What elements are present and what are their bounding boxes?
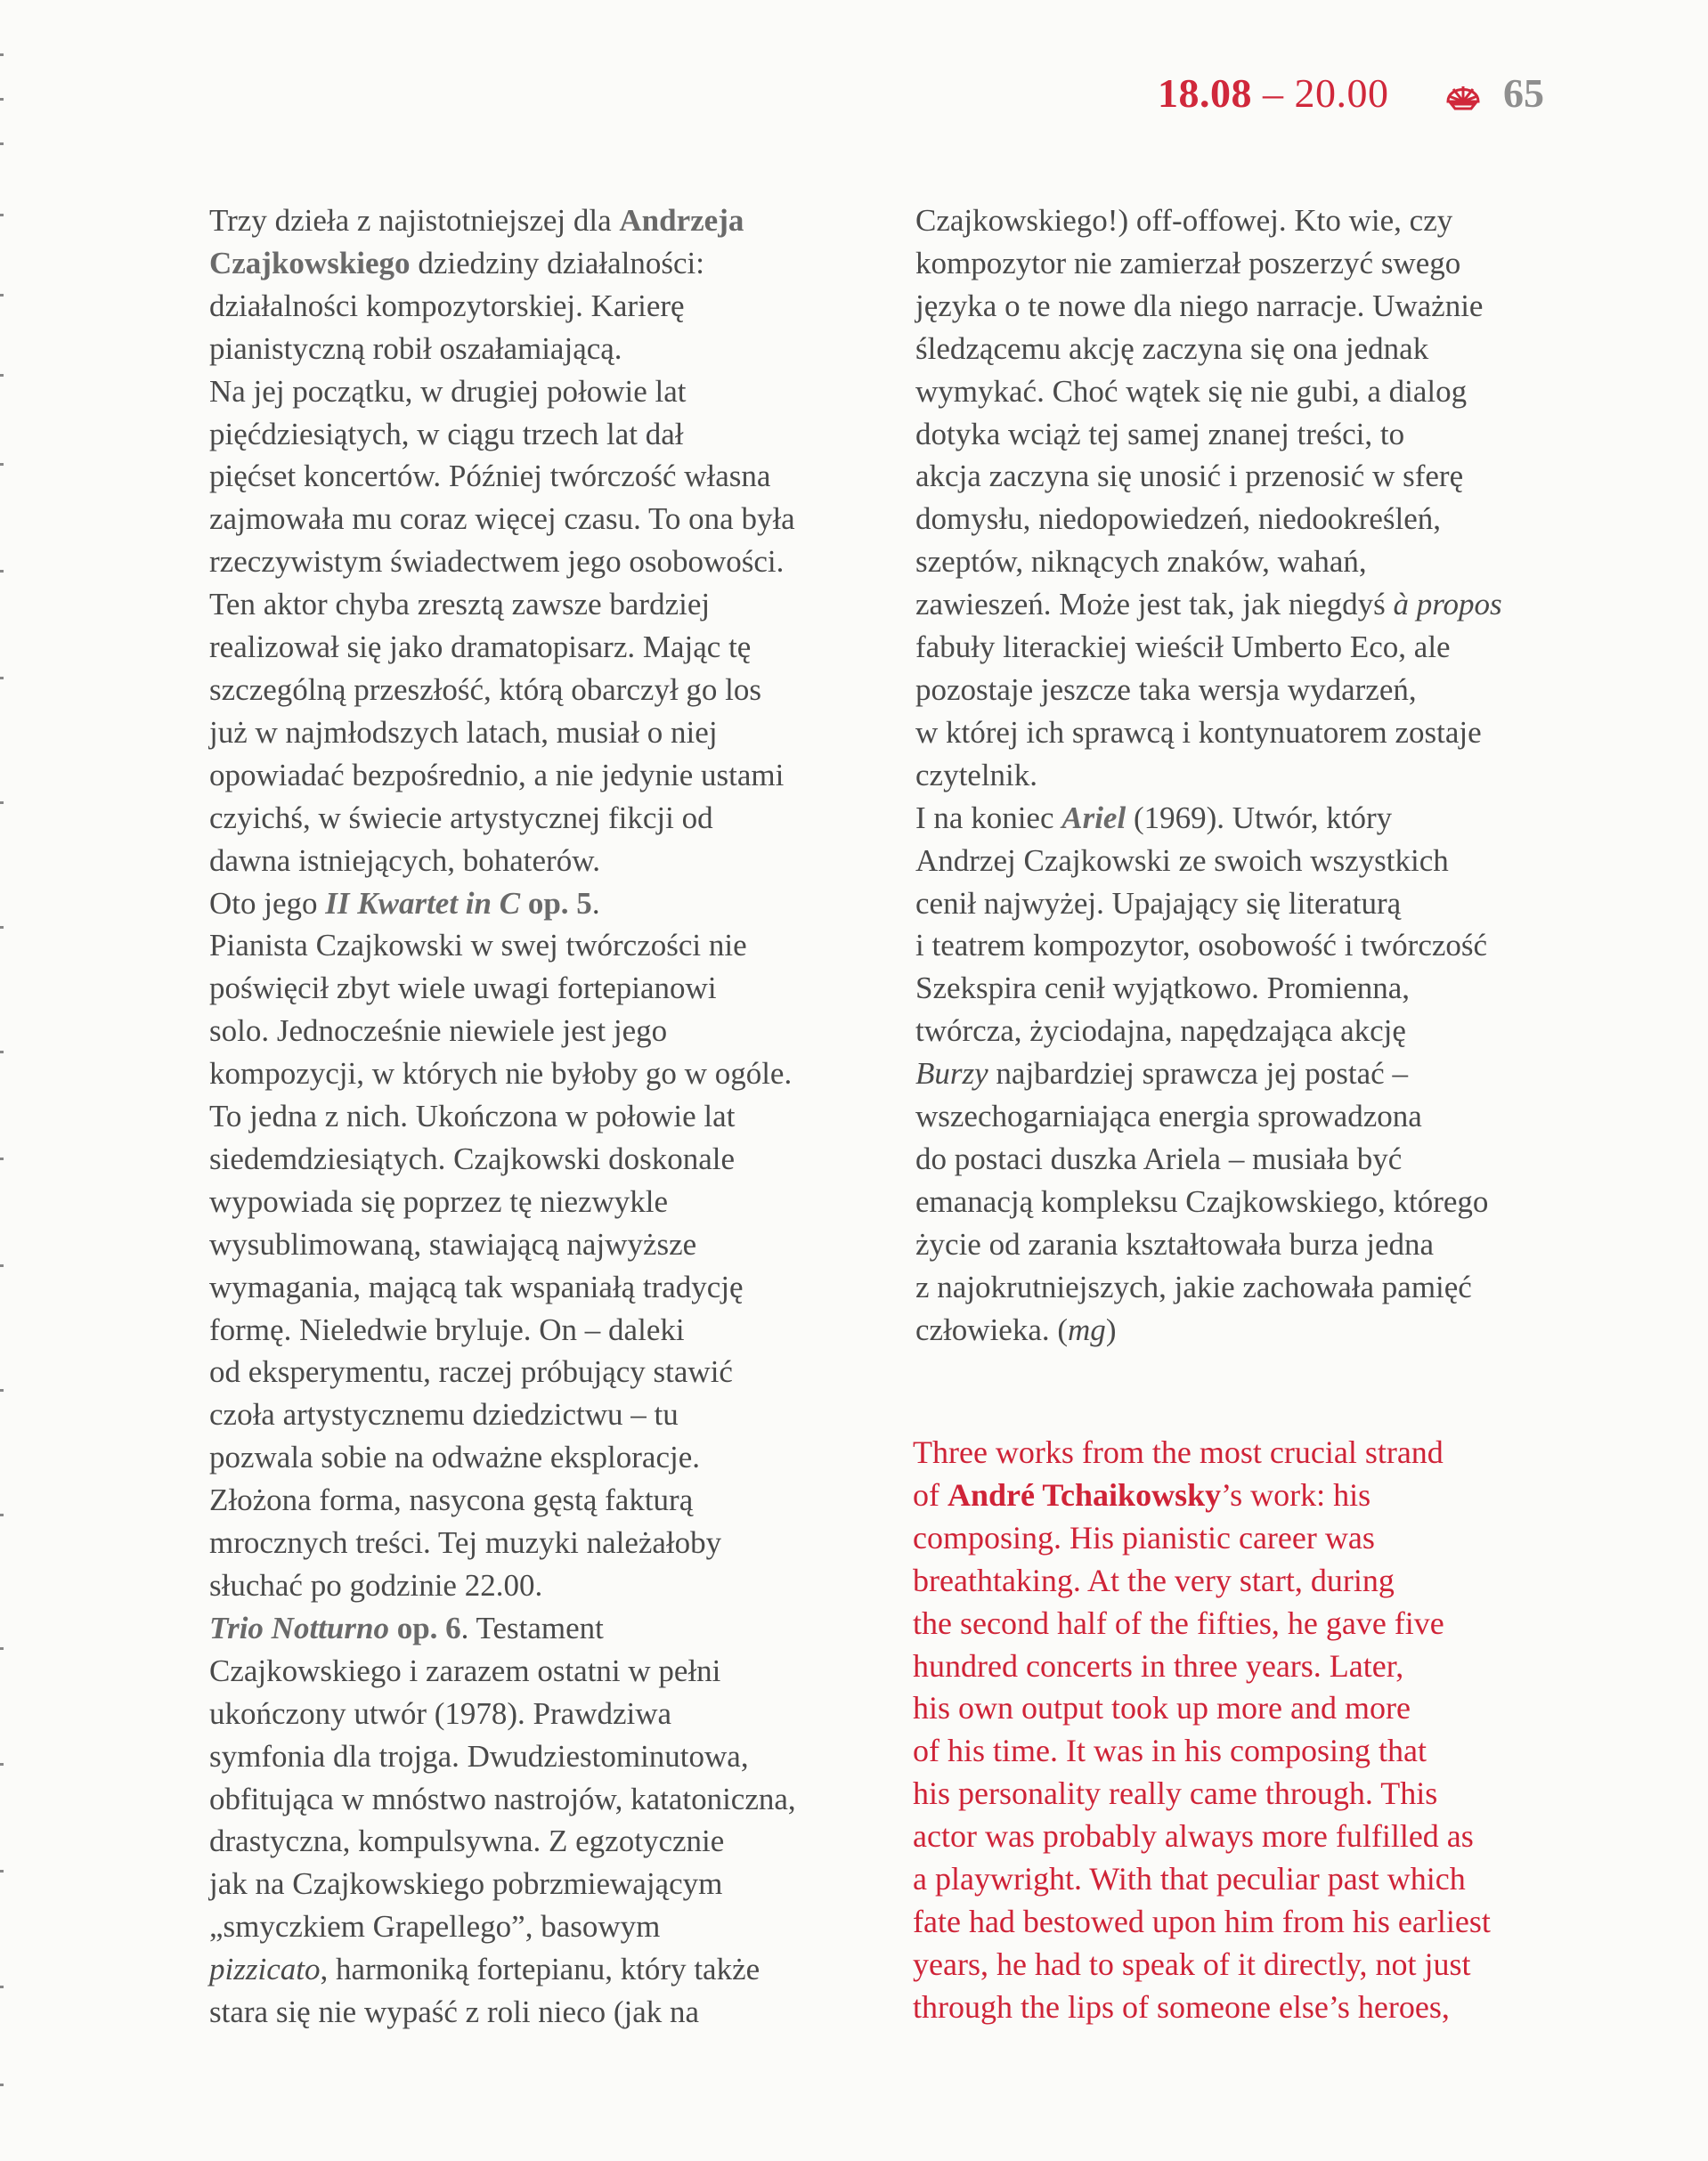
text-line xyxy=(915,711,1592,754)
emphasized-text: pizzicato xyxy=(209,1952,321,1987)
text-line xyxy=(915,1138,1592,1181)
scan-mark xyxy=(0,53,4,56)
text-run: szeptów, niknących znaków, wahań, xyxy=(915,544,1367,580)
text-line xyxy=(209,967,886,1010)
text-line xyxy=(209,1266,886,1309)
text-line xyxy=(209,882,886,925)
text-run: wymagania, mającą tak wspaniałą tradycję xyxy=(209,1269,744,1304)
english-text-line xyxy=(913,1901,1598,1944)
text-run: rzeczywistym świadectwem jego osobowości. xyxy=(209,544,785,580)
text-run: człowieka. ( xyxy=(915,1312,1069,1347)
text-run: formę. Nieledwie bryluje. On – daleki xyxy=(209,1312,685,1347)
text-run: pięćset koncertów. Później twórczość własna xyxy=(209,459,771,494)
scan-mark xyxy=(0,1264,4,1267)
event-date: 18.08 xyxy=(1158,70,1252,116)
text-run: emanacją kompleksu Czajkowskiego, którego xyxy=(915,1183,1489,1219)
text-line xyxy=(915,1309,1592,1352)
text-run: breathtaking. At the very start, during xyxy=(913,1562,1395,1598)
text-line xyxy=(209,1181,886,1223)
english-text-line xyxy=(913,1475,1598,1517)
english-text-line xyxy=(913,1773,1598,1816)
scan-mark xyxy=(0,1870,4,1873)
text-run: of his time. It was in his composing that xyxy=(913,1733,1427,1769)
text-run: czytelnik. xyxy=(915,757,1038,792)
emphasized-text: à propos xyxy=(1393,587,1502,622)
text-line xyxy=(915,583,1592,626)
text-line xyxy=(209,1778,886,1821)
text-line xyxy=(915,1010,1592,1052)
text-run: drastyczna, kompulsywna. Z egzotycznie xyxy=(209,1824,725,1859)
text-line xyxy=(209,1522,886,1564)
english-text-line xyxy=(913,1560,1598,1603)
english-text-line xyxy=(913,1944,1598,1986)
english-text-line xyxy=(913,1517,1598,1560)
text-run: Szekspira cenił wyjątkowo. Promienna, xyxy=(915,971,1411,1006)
text-run: hundred concerts in three years. Later, xyxy=(913,1647,1404,1684)
text-line xyxy=(209,540,886,583)
text-line xyxy=(209,1351,886,1393)
text-line xyxy=(915,1095,1592,1138)
text-run: kompozytor nie zamierzał poszerzyć swego xyxy=(915,245,1461,280)
text-line xyxy=(915,754,1592,797)
text-run: fate had bestowed upon him from his earliest xyxy=(913,1903,1491,1939)
text-line xyxy=(209,498,886,540)
text-line xyxy=(915,1266,1592,1309)
text-run: wymykać. Choć wątek się nie gubi, a dialog xyxy=(915,373,1468,409)
event-time: 20.00 xyxy=(1294,70,1389,116)
shell-ornament-icon xyxy=(1444,75,1482,110)
emphasized-text: André Tchaikowsky xyxy=(948,1476,1222,1513)
text-run: w której ich sprawcą i kontynuatorem zostaje xyxy=(915,714,1482,750)
text-line xyxy=(209,1138,886,1181)
text-run: Ten aktor chyba zresztą zawsze bardziej xyxy=(209,587,711,622)
text-line xyxy=(209,1820,886,1863)
text-line xyxy=(915,797,1592,840)
text-run: dawna istniejących, bohaterów. xyxy=(209,842,600,878)
text-line xyxy=(209,1223,886,1266)
text-run: dziedziny działalności: xyxy=(410,245,704,280)
text-run: years, he had to speak of it directly, not just xyxy=(913,1946,1471,1982)
text-run: realizował się jako dramatopisarz. Mając tę xyxy=(209,630,752,665)
text-run: z najokrutniejszych, jakie zachowała pamięć xyxy=(915,1269,1472,1304)
text-line xyxy=(915,498,1592,540)
text-line xyxy=(209,199,886,242)
event-datetime xyxy=(1158,69,1389,117)
text-run: języka o te nowe dla niego narracje. Uważnie xyxy=(915,288,1484,323)
text-line xyxy=(209,370,886,413)
text-run: poświęcił zbyt wiele uwagi fortepianowi xyxy=(209,971,717,1006)
scan-mark xyxy=(0,677,4,679)
text-line xyxy=(915,924,1592,967)
text-line xyxy=(209,669,886,711)
page-header xyxy=(1158,69,1585,132)
text-line xyxy=(209,797,886,840)
scan-mark xyxy=(0,1763,4,1766)
text-run: pozwala sobie na odważne eksploracje. xyxy=(209,1440,701,1475)
text-run: śledzącemu akcję zaczyna się ona jednak xyxy=(915,330,1429,366)
text-line xyxy=(209,924,886,967)
text-run: słuchać po godzinie 22.00. xyxy=(209,1568,543,1603)
text-run: ) xyxy=(1105,1312,1117,1347)
emphasized-text: mg xyxy=(1068,1312,1106,1347)
text-line xyxy=(915,1181,1592,1223)
text-run: I na koniec xyxy=(915,800,1062,835)
scan-mark xyxy=(0,463,4,466)
scan-mark xyxy=(0,926,4,929)
text-run: kompozycji, w których nie byłoby go w ogóle. xyxy=(209,1056,793,1092)
text-line xyxy=(209,1607,886,1650)
scan-mark xyxy=(0,1389,4,1392)
text-line xyxy=(915,285,1592,328)
text-run: through the lips of someone else’s heroes, xyxy=(913,1988,1450,2025)
text-run: composing. His pianistic career was xyxy=(913,1519,1375,1556)
emphasized-text: Czajkowskiego xyxy=(209,245,411,280)
english-text-line xyxy=(913,1603,1598,1645)
text-line xyxy=(209,1693,886,1735)
text-run: ukończony utwór (1978). Prawdziwa xyxy=(209,1695,672,1731)
text-line xyxy=(209,840,886,882)
text-line xyxy=(209,285,886,328)
text-line xyxy=(209,1991,886,2034)
text-line xyxy=(209,626,886,669)
text-run: stara się nie wypaść z roli nieco (jak na xyxy=(209,1994,700,2030)
emphasized-text: Ariel xyxy=(1061,800,1126,835)
text-run: his personality really came through. This xyxy=(913,1775,1438,1812)
scan-edge-marks xyxy=(0,0,7,2161)
text-line xyxy=(209,455,886,498)
text-run: opowiadać bezpośrednio, a nie jedynie ustami xyxy=(209,757,785,792)
text-run: już w najmłodszych latach, musiał o niej xyxy=(209,714,718,750)
text-line xyxy=(209,711,886,754)
emphasized-text: op. 5 xyxy=(520,885,592,921)
text-line xyxy=(915,455,1592,498)
text-line xyxy=(915,540,1592,583)
text-line xyxy=(209,754,886,797)
text-line xyxy=(209,583,886,626)
text-run: działalności kompozytorskiej. Karierę xyxy=(209,288,685,323)
text-line xyxy=(915,669,1592,711)
text-line xyxy=(209,1564,886,1607)
text-line xyxy=(209,1436,886,1479)
text-run: To jedna z nich. Ukończona w połowie lat xyxy=(209,1099,736,1134)
text-run: his own output took up more and more xyxy=(913,1690,1411,1726)
scan-mark xyxy=(0,570,4,573)
scan-mark xyxy=(0,1158,4,1160)
text-line xyxy=(915,882,1592,925)
text-run: actor was probably always more fulfilled as xyxy=(913,1818,1474,1855)
scan-mark xyxy=(0,374,4,377)
scan-mark xyxy=(0,2084,4,2086)
text-run: fabuły literackiej wieścił Umberto Eco, ale xyxy=(915,630,1451,665)
text-line xyxy=(915,199,1592,242)
text-line xyxy=(209,1863,886,1905)
text-run: (1969). Utwór, który xyxy=(1126,800,1393,835)
text-line xyxy=(915,242,1592,285)
text-run: wszechogarniająca energia sprowadzona xyxy=(915,1099,1422,1134)
text-line xyxy=(209,1735,886,1778)
emphasized-text: Andrzeja xyxy=(619,203,744,238)
text-run: Three works from the most crucial strand xyxy=(913,1434,1444,1470)
text-run: dotyka wciąż tej samej znanej treści, to xyxy=(915,416,1405,451)
text-line xyxy=(915,840,1592,882)
text-line xyxy=(209,1905,886,1948)
text-run: Na jej początku, w drugiej połowie lat xyxy=(209,373,687,409)
text-run: akcja zaczyna się unosić i przenosić w sferę xyxy=(915,459,1464,494)
text-run: pięćdziesiątych, w ciągu trzech lat dał xyxy=(209,416,684,451)
text-run: , harmoniką fortepianu, który także xyxy=(320,1952,760,1987)
text-run: ’s work: his xyxy=(1221,1476,1371,1513)
text-run: czoła artystycznemu dziedzictwu – tu xyxy=(209,1397,679,1433)
text-line xyxy=(915,1052,1592,1095)
text-run: zawieszeń. Może jest tak, jak niegdyś xyxy=(915,587,1394,622)
text-line xyxy=(209,242,886,285)
text-run: „smyczkiem Grapellego”, basowym xyxy=(209,1909,661,1945)
emphasized-text: II Kwartet in C xyxy=(325,885,521,921)
text-run: Oto jego xyxy=(209,885,326,921)
english-text-line xyxy=(913,1986,1598,2029)
scan-mark xyxy=(0,1051,4,1053)
text-run: twórcza, życiodajna, napędzająca akcję xyxy=(915,1013,1406,1049)
text-run: Pianista Czajkowski w swej twórczości nie xyxy=(209,928,747,963)
text-line xyxy=(209,1010,886,1052)
english-text-block xyxy=(913,1432,1598,2029)
text-run: pianistyczną robił oszałamiającą. xyxy=(209,330,622,366)
text-line xyxy=(209,1052,886,1095)
text-run: Złożona forma, nasycona gęstą fakturą xyxy=(209,1483,694,1518)
text-line xyxy=(915,626,1592,669)
text-line xyxy=(209,1393,886,1436)
english-text-line xyxy=(913,1816,1598,1858)
text-run: symfonia dla trojga. Dwudziestominutowa, xyxy=(209,1738,749,1774)
text-run: of xyxy=(913,1476,948,1513)
text-line xyxy=(209,1650,886,1693)
text-run: najbardziej sprawcza jej postać – xyxy=(988,1056,1408,1092)
text-run: domysłu, niedopowiedzeń, niedookreśleń, xyxy=(915,501,1442,537)
text-line xyxy=(209,1095,886,1138)
english-text-line xyxy=(913,1645,1598,1688)
text-run: pozostaje jeszcze taka wersja wydarzeń, xyxy=(915,671,1417,707)
text-run: cenił najwyżej. Upajający się literaturą xyxy=(915,885,1402,921)
scan-mark xyxy=(0,801,4,804)
scan-mark xyxy=(0,214,4,216)
text-run: Andrzej Czajkowski ze swoich wszystkich xyxy=(915,842,1449,878)
text-run: the second half of the fifties, he gave five xyxy=(913,1605,1444,1641)
scan-mark xyxy=(0,142,4,145)
english-text-line xyxy=(913,1730,1598,1773)
text-line xyxy=(209,1309,886,1352)
scan-mark xyxy=(0,1986,4,1988)
emphasized-text: Burzy xyxy=(915,1056,988,1092)
text-run: solo. Jednocześnie niewiele jest jego xyxy=(209,1013,668,1049)
text-run: zajmowała mu coraz więcej czasu. To ona była xyxy=(209,501,795,537)
text-line xyxy=(915,413,1592,456)
text-run: szczególną przeszłość, którą obarczył go los xyxy=(209,671,762,707)
text-run: Czajkowskiego i zarazem ostatni w pełni xyxy=(209,1653,721,1688)
text-run: jak na Czajkowskiego pobrzmiewającym xyxy=(209,1866,723,1902)
text-run: czyichś, w świecie artystycznej fikcji od xyxy=(209,800,713,835)
text-run: Czajkowskiego!) off-offowej. Kto wie, czy xyxy=(915,203,1453,238)
text-line xyxy=(915,967,1592,1010)
scan-mark xyxy=(0,1514,4,1516)
text-line xyxy=(209,413,886,456)
text-line xyxy=(209,1948,886,1991)
emphasized-text: op. 6 xyxy=(388,1610,461,1645)
text-line xyxy=(915,370,1592,413)
text-run: obfitująca w mnóstwo nastrojów, katatoniczna, xyxy=(209,1781,796,1816)
datetime-dash: – xyxy=(1252,70,1295,116)
emphasized-text: Trio Notturno xyxy=(209,1610,389,1645)
text-run: życie od zarania kształtowała burza jedna xyxy=(915,1226,1435,1262)
polish-text-right-column xyxy=(915,199,1592,1351)
scan-mark xyxy=(0,294,4,297)
text-run: wysublimowaną, stawiającą najwyższe xyxy=(209,1226,697,1262)
text-line xyxy=(915,328,1592,370)
english-text-line xyxy=(913,1858,1598,1901)
text-run: mrocznych treści. Tej muzyki należałoby xyxy=(209,1525,722,1561)
text-run: siedemdziesiątych. Czajkowski doskonale xyxy=(209,1141,735,1176)
text-run: Trzy dzieła z najistotniejszej dla xyxy=(209,203,620,238)
page-number: 65 xyxy=(1503,70,1544,116)
text-run: . Testament xyxy=(460,1610,604,1645)
text-run: i teatrem kompozytor, osobowość i twórczość xyxy=(915,928,1488,963)
english-text-line xyxy=(913,1432,1598,1475)
text-line xyxy=(915,1223,1592,1266)
text-line xyxy=(209,1479,886,1522)
text-run: . xyxy=(591,885,600,921)
english-text-line xyxy=(913,1687,1598,1730)
polish-text-left-column xyxy=(209,199,886,2034)
text-run: wypowiada się poprzez tę niezwykle xyxy=(209,1183,669,1219)
text-line xyxy=(209,328,886,370)
text-run: a playwright. With that peculiar past which xyxy=(913,1861,1466,1897)
text-run: do postaci duszka Ariela – musiała być xyxy=(915,1141,1403,1176)
scan-mark xyxy=(0,98,4,101)
scan-mark xyxy=(0,1647,4,1650)
text-run: od eksperymentu, raczej próbujący stawić xyxy=(209,1354,733,1390)
